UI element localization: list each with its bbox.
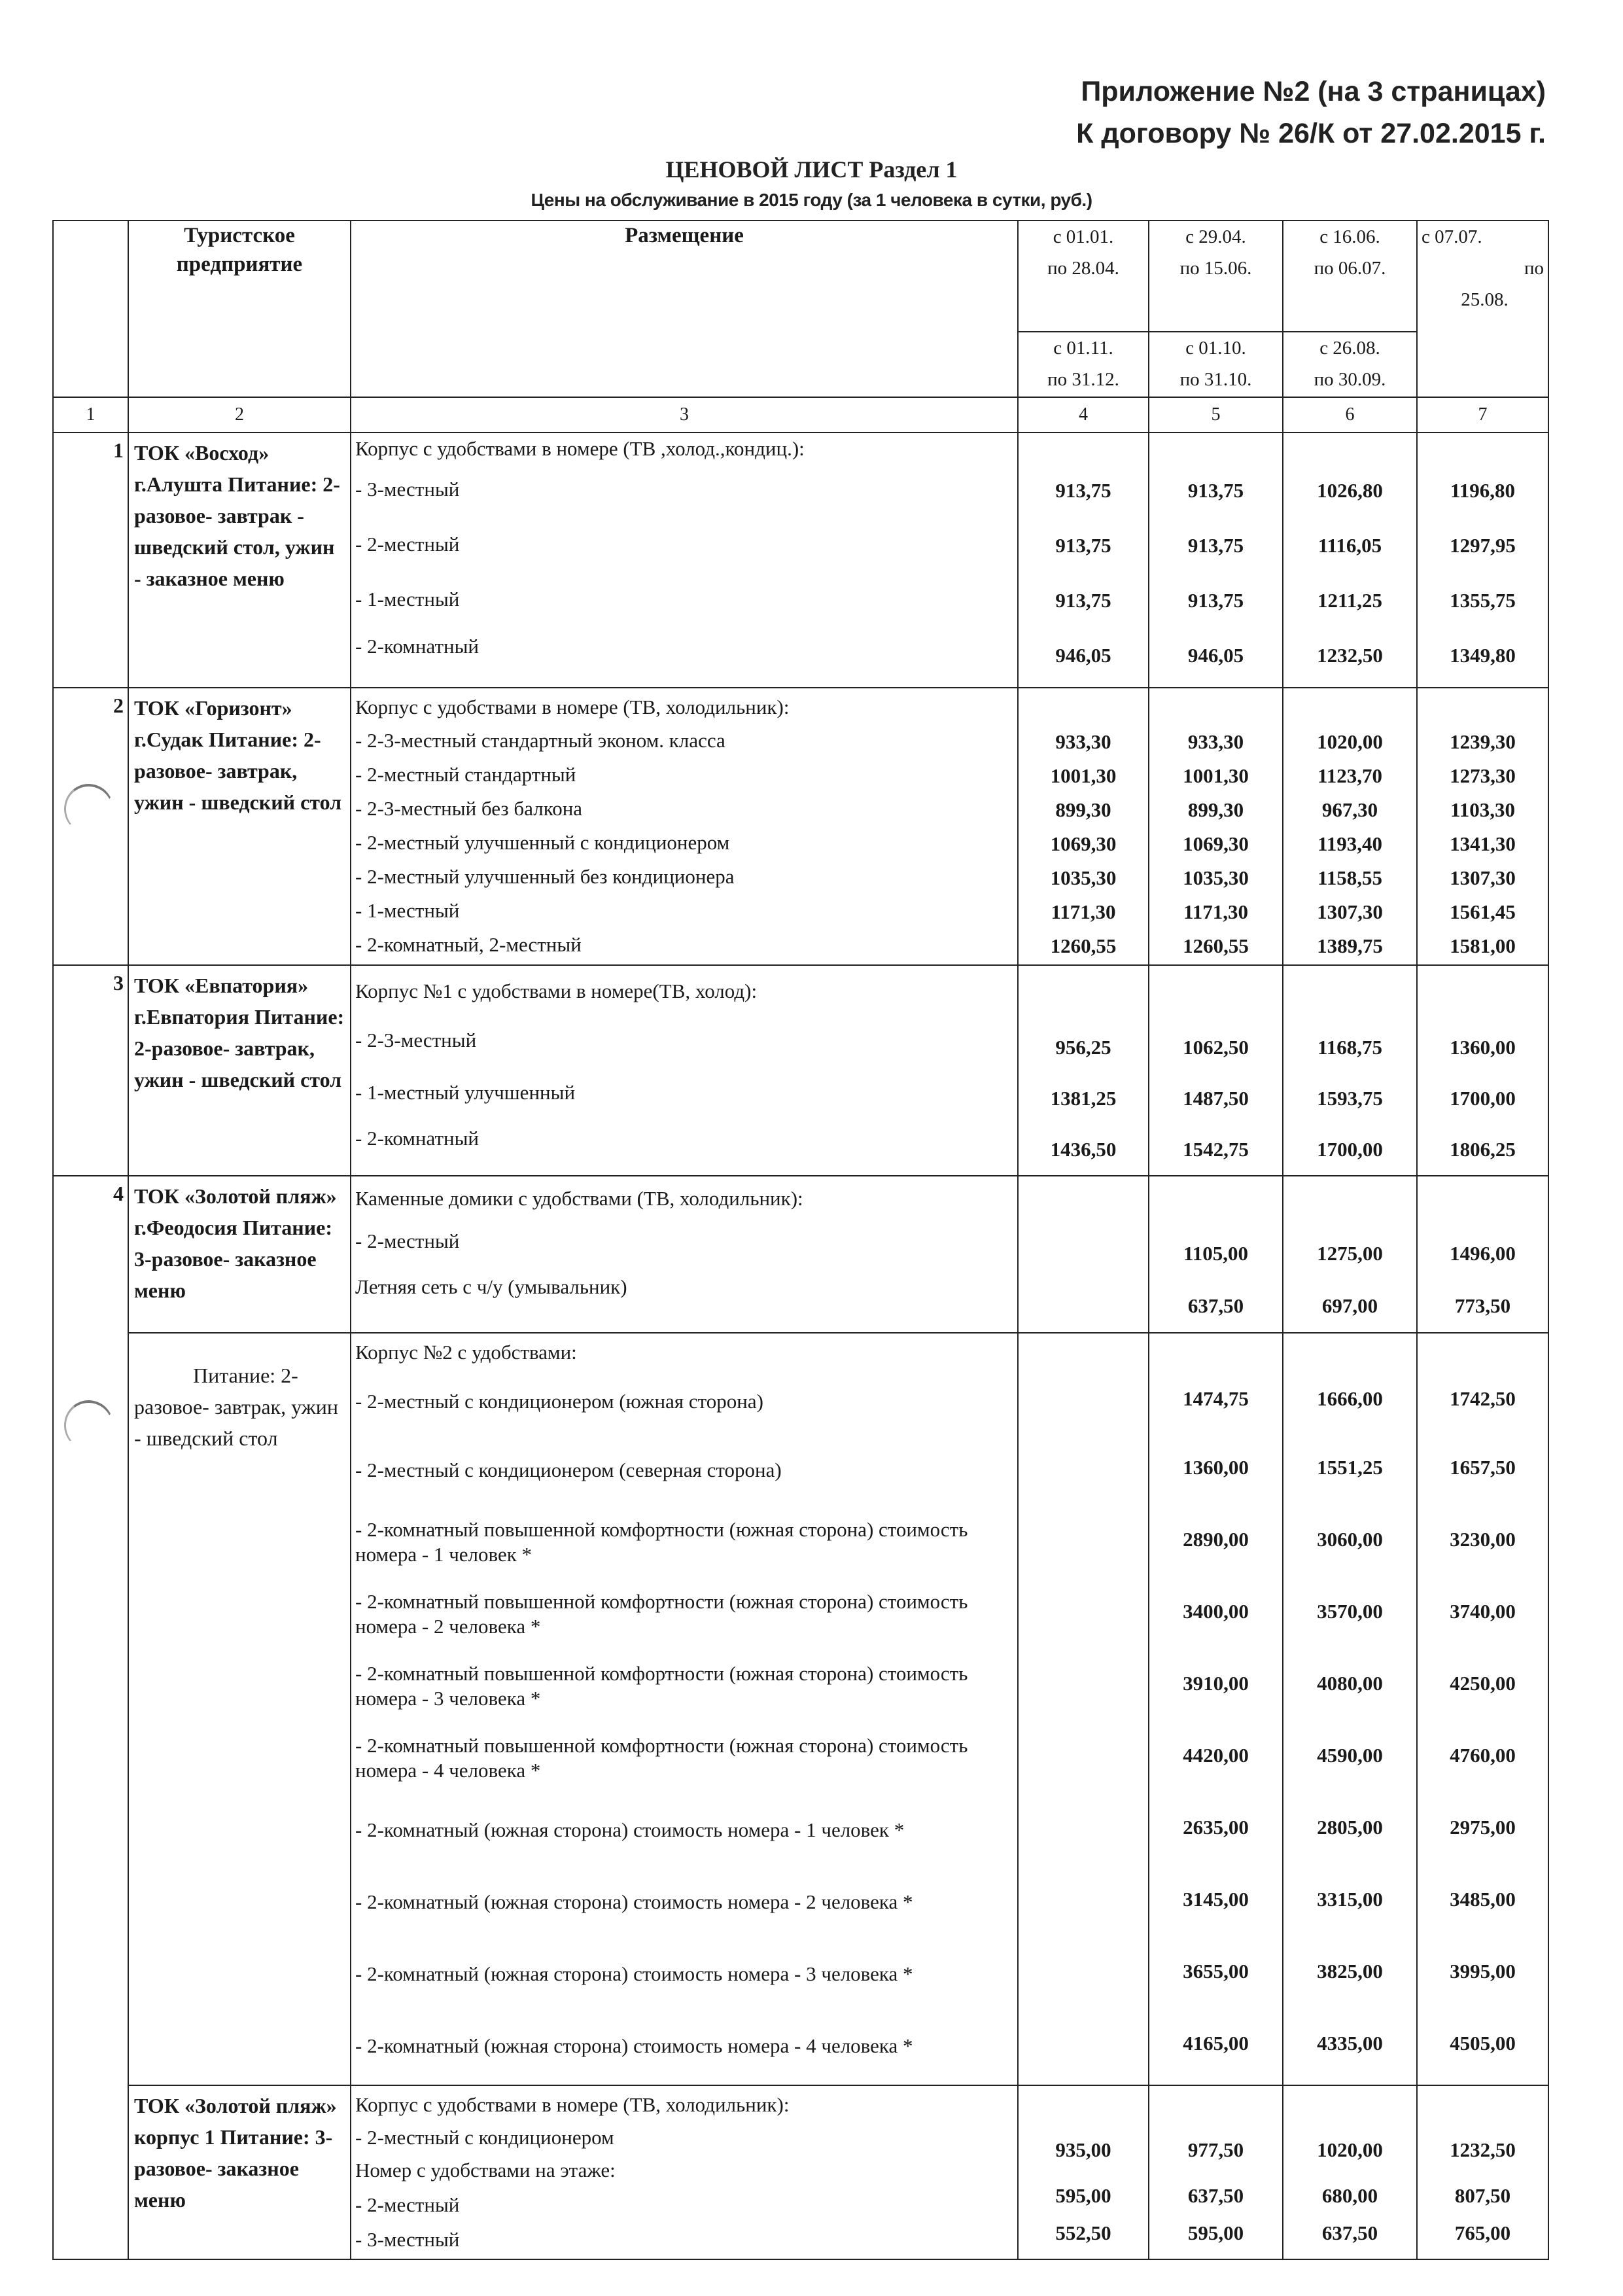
section-index: 4 bbox=[53, 1176, 128, 2259]
document-title: ЦЕНОВОЙ ЛИСТ Раздел 1 bbox=[665, 156, 958, 183]
section-placement: Корпус с удобствами в номере (ТВ, холодильник): - 2-3-местный стандартный эконом. класса - 2-местный стандартный - 2-3-местный без балкона - 2-местный улучшенный с кондиционером - 2-местный улучшенный без кондиционера - 1-местный - 2-комнатный, 2-местный bbox=[351, 688, 1018, 965]
placement-item: - 2-комнатный (южная сторона) стоимость номера - 1 человек * bbox=[355, 1818, 905, 1841]
placement-item: - 2-местный bbox=[355, 533, 460, 556]
placement-item: - 2-местный с кондиционером (южная сторона) bbox=[355, 1390, 763, 1413]
section-placement: Корпус №1 с удобствами в номере(ТВ, холод): - 2-3-местный - 1-местный улучшенный - 2-комнатный bbox=[351, 965, 1018, 1176]
appendix-line-2: К договору № 26/К от 27.02.2015 г. bbox=[1076, 118, 1546, 149]
section-placement: Корпус с удобствами в номере (ТВ ,холод.,кондиц.): - 3-местный - 2-местный - 1-местный - 2-комнатный bbox=[351, 433, 1018, 688]
price-column-2: 977,50 637,50 595,00 bbox=[1149, 2085, 1283, 2259]
column-number: 5 bbox=[1149, 397, 1283, 433]
column-number: 7 bbox=[1417, 397, 1548, 433]
placement-item: - 2-местный bbox=[355, 1229, 460, 1252]
section-enterprise: Питание: 2-разовое- завтрак, ужин - шведский стол bbox=[128, 1333, 351, 2085]
section-row-zolotoy-plyazh-korpus-1 bbox=[53, 2085, 1548, 2259]
price-column-2: 1062,50 1487,50 1542,75 bbox=[1149, 965, 1283, 1176]
header-period-1-top: с 01.01. по 28.04. bbox=[1018, 221, 1149, 332]
price-column-3: 1666,00 1551,25 3060,00 3570,00 4080,00 4590,00 2805,00 3315,00 3825,00 4335,00 bbox=[1283, 1333, 1417, 2085]
section-enterprise: ТОК «Золотой пляж» г.Феодосия Питание: 3-разовое- заказное меню bbox=[128, 1176, 351, 1333]
section-placement: Каменные домики с удобствами (ТВ, холодильник): - 2-местный Летняя сеть с ч/у (умывальник) bbox=[351, 1176, 1018, 1333]
section-enterprise: ТОК «Евпатория» г.Евпатория Питание: 2-разовое- завтрак, ужин - шведский стол bbox=[128, 965, 351, 1176]
header-enterprise: Туристское предприятие bbox=[128, 221, 351, 397]
placement-item: - 2-3-местный стандартный эконом. класса bbox=[355, 729, 725, 752]
header-index bbox=[53, 221, 128, 397]
section-row-zolotoy-plyazh bbox=[53, 1176, 1548, 1333]
placement-item: - 2-местный bbox=[355, 2193, 460, 2216]
price-column-4: 1196,80 1297,95 1355,75 1349,80 bbox=[1417, 433, 1548, 688]
price-column-3: 1168,75 1593,75 1700,00 bbox=[1283, 965, 1417, 1176]
appendix-header bbox=[1076, 71, 1546, 154]
price-column-4: 1239,30 1273,30 1103,30 1341,30 1307,30 1561,45 1581,00 bbox=[1417, 688, 1548, 965]
section-index: 3 bbox=[53, 965, 128, 1176]
header-period-1-bottom: с 01.11. по 31.12. bbox=[1018, 332, 1149, 397]
placement-item: - 2-местный с кондиционером (северная сторона) bbox=[355, 1458, 782, 1481]
appendix-line-1: Приложение №2 (на 3 страницах) bbox=[1081, 76, 1546, 107]
placement-item: - 2-комнатный повышенной комфортности (южная сторона) стоимость номера - 4 человека * bbox=[355, 1734, 968, 1782]
price-column-4: 1232,50 807,50 765,00 bbox=[1417, 2085, 1548, 2259]
section-index: 1 bbox=[53, 433, 128, 688]
price-column-1 bbox=[1018, 1333, 1149, 2085]
column-number: 1 bbox=[53, 397, 128, 433]
price-column-1: 913,75 913,75 913,75 946,05 bbox=[1018, 433, 1149, 688]
section-index: 2 bbox=[53, 688, 128, 965]
document-subtitle: Цены на обслуживание в 2015 году (за 1 человека в сутки, руб.) bbox=[531, 190, 1092, 210]
price-column-3: 1026,80 1116,05 1211,25 1232,50 bbox=[1283, 433, 1417, 688]
column-number: 4 bbox=[1018, 397, 1149, 433]
placement-item: - 3-местный bbox=[355, 2228, 460, 2251]
price-column-3: 1020,00 680,00 637,50 bbox=[1283, 2085, 1417, 2259]
section-enterprise: ТОК «Золотой пляж» корпус 1 Питание: 3-разовое- заказное меню bbox=[128, 2085, 351, 2259]
price-column-1: 935,00 595,00 552,50 bbox=[1018, 2085, 1149, 2259]
price-column-1: 933,30 1001,30 899,30 1069,30 1035,30 1171,30 1260,55 bbox=[1018, 688, 1149, 965]
header-row bbox=[53, 221, 1548, 332]
placement-item: - 3-местный bbox=[355, 478, 460, 501]
placement-item: - 2-комнатный (южная сторона) стоимость номера - 3 человека * bbox=[355, 1962, 913, 1985]
section-enterprise: ТОК «Горизонт» г.Судак Питание: 2-разовое- завтрак, ужин - шведский стол bbox=[128, 688, 351, 965]
placement-item: - 2-комнатный повышенной комфортности (южная сторона) стоимость номера - 3 человека * bbox=[355, 1662, 968, 1710]
placement-item: - 2-комнатный bbox=[355, 1127, 480, 1150]
placement-item: - 2-местный с кондиционером bbox=[355, 2126, 614, 2149]
price-column-4: 1496,00 773,50 bbox=[1417, 1176, 1548, 1333]
price-column-2: 1105,00 637,50 bbox=[1149, 1176, 1283, 1333]
section-row-korpus-2 bbox=[53, 1333, 1548, 2085]
header-period-2-top: с 29.04. по 15.06. bbox=[1149, 221, 1283, 332]
column-number: 6 bbox=[1283, 397, 1417, 433]
header-period-3-bottom: с 26.08. по 30.09. bbox=[1283, 332, 1417, 397]
header-placement: Размещение bbox=[351, 221, 1018, 397]
price-column-2: 933,30 1001,30 899,30 1069,30 1035,30 1171,30 1260,55 bbox=[1149, 688, 1283, 965]
section-placement: Корпус с удобствами в номере (ТВ, холодильник): - 2-местный с кондиционером Номер с удобствами на этаже: - 2-местный - 3-местный bbox=[351, 2085, 1018, 2259]
price-column-2: 913,75 913,75 913,75 946,05 bbox=[1149, 433, 1283, 688]
price-column-3: 1020,00 1123,70 967,30 1193,40 1158,55 1307,30 1389,75 bbox=[1283, 688, 1417, 965]
price-column-1 bbox=[1018, 1176, 1149, 1333]
column-number-row bbox=[53, 397, 1548, 433]
placement-item: - 2-комнатный (южная сторона) стоимость номера - 2 человека * bbox=[355, 1890, 913, 1913]
section-row-evpatoriya bbox=[53, 965, 1548, 1176]
placement-item: - 2-комнатный (южная сторона) стоимость номера - 4 человека * bbox=[355, 2034, 913, 2057]
placement-item: - 1-местный улучшенный bbox=[355, 1081, 576, 1104]
price-column-4: 1742,50 1657,50 3230,00 3740,00 4250,00 4760,00 2975,00 3485,00 3995,00 4505,00 bbox=[1417, 1333, 1548, 2085]
price-column-3: 1275,00 697,00 bbox=[1283, 1176, 1417, 1333]
header-period-4: с 07.07. по 25.08. bbox=[1417, 221, 1548, 397]
placement-item: - 2-комнатный bbox=[355, 635, 480, 658]
price-column-1: 956,25 1381,25 1436,50 bbox=[1018, 965, 1149, 1176]
price-column-2: 1474,75 1360,00 2890,00 3400,00 3910,00 4420,00 2635,00 3145,00 3655,00 4165,00 bbox=[1149, 1333, 1283, 2085]
column-number: 3 bbox=[351, 397, 1018, 433]
column-number: 2 bbox=[128, 397, 351, 433]
section-row-gorizont bbox=[53, 688, 1548, 965]
price-column-4: 1360,00 1700,00 1806,25 bbox=[1417, 965, 1548, 1176]
placement-item: - 2-местный стандартный bbox=[355, 763, 576, 786]
placement-item: - 1-местный bbox=[355, 588, 460, 610]
price-table bbox=[52, 220, 1549, 2260]
section-enterprise: ТОК «Восход» г.Алушта Питание: 2-разовое- завтрак - шведский стол, ужин - заказное меню bbox=[128, 433, 351, 688]
placement-item: - 2-3-местный bbox=[355, 1029, 477, 1051]
placement-item: - 1-местный bbox=[355, 899, 460, 922]
placement-item: - 2-комнатный повышенной комфортности (южная сторона) стоимость номера - 2 человека * bbox=[355, 1590, 968, 1638]
placement-item: Летняя сеть с ч/у (умывальник) bbox=[355, 1275, 627, 1298]
placement-item: - 2-местный улучшенный без кондиционера bbox=[355, 865, 735, 888]
header-period-2-bottom: с 01.10. по 31.10. bbox=[1149, 332, 1283, 397]
section-row-voskhod bbox=[53, 433, 1548, 688]
placement-item: - 2-местный улучшенный с кондиционером bbox=[355, 831, 730, 854]
header-period-3-top: с 16.06. по 06.07. bbox=[1283, 221, 1417, 332]
placement-item: Номер с удобствами на этаже: bbox=[355, 2159, 616, 2181]
placement-item: - 2-комнатный, 2-местный bbox=[355, 933, 582, 956]
placement-item: - 2-3-местный без балкона bbox=[355, 797, 583, 820]
placement-item: - 2-комнатный повышенной комфортности (южная сторона) стоимость номера - 1 человек * bbox=[355, 1518, 968, 1566]
section-placement: Корпус №2 с удобствами: - 2-местный с кондиционером (южная сторона) - 2-местный с кондиционером (северная сторона) - 2-комнатный повышенной комфортности (южная сторона) стоимость номера - 1 человек * - 2-комнатный повышенной комфортности (южная сторона) стоимость номера - 2 человека * - 2-комнатный повышенной комфортности (южная сторона) стоимость номера - 3 человека * - 2-комнатный повышенной комфортности (южная сторона) стоимость номера - 4 человека * - 2-комнатный (южная сторона) стоимость номера - 1 человек * - 2-комнатный (южная сторона) стоимость номера - 2 человека * - 2-комнатный (южная сторона) стоимость номера - 3 человека * - 2-комнатный (южная сторона) стоимость номера - 4 человека * bbox=[351, 1333, 1018, 2085]
